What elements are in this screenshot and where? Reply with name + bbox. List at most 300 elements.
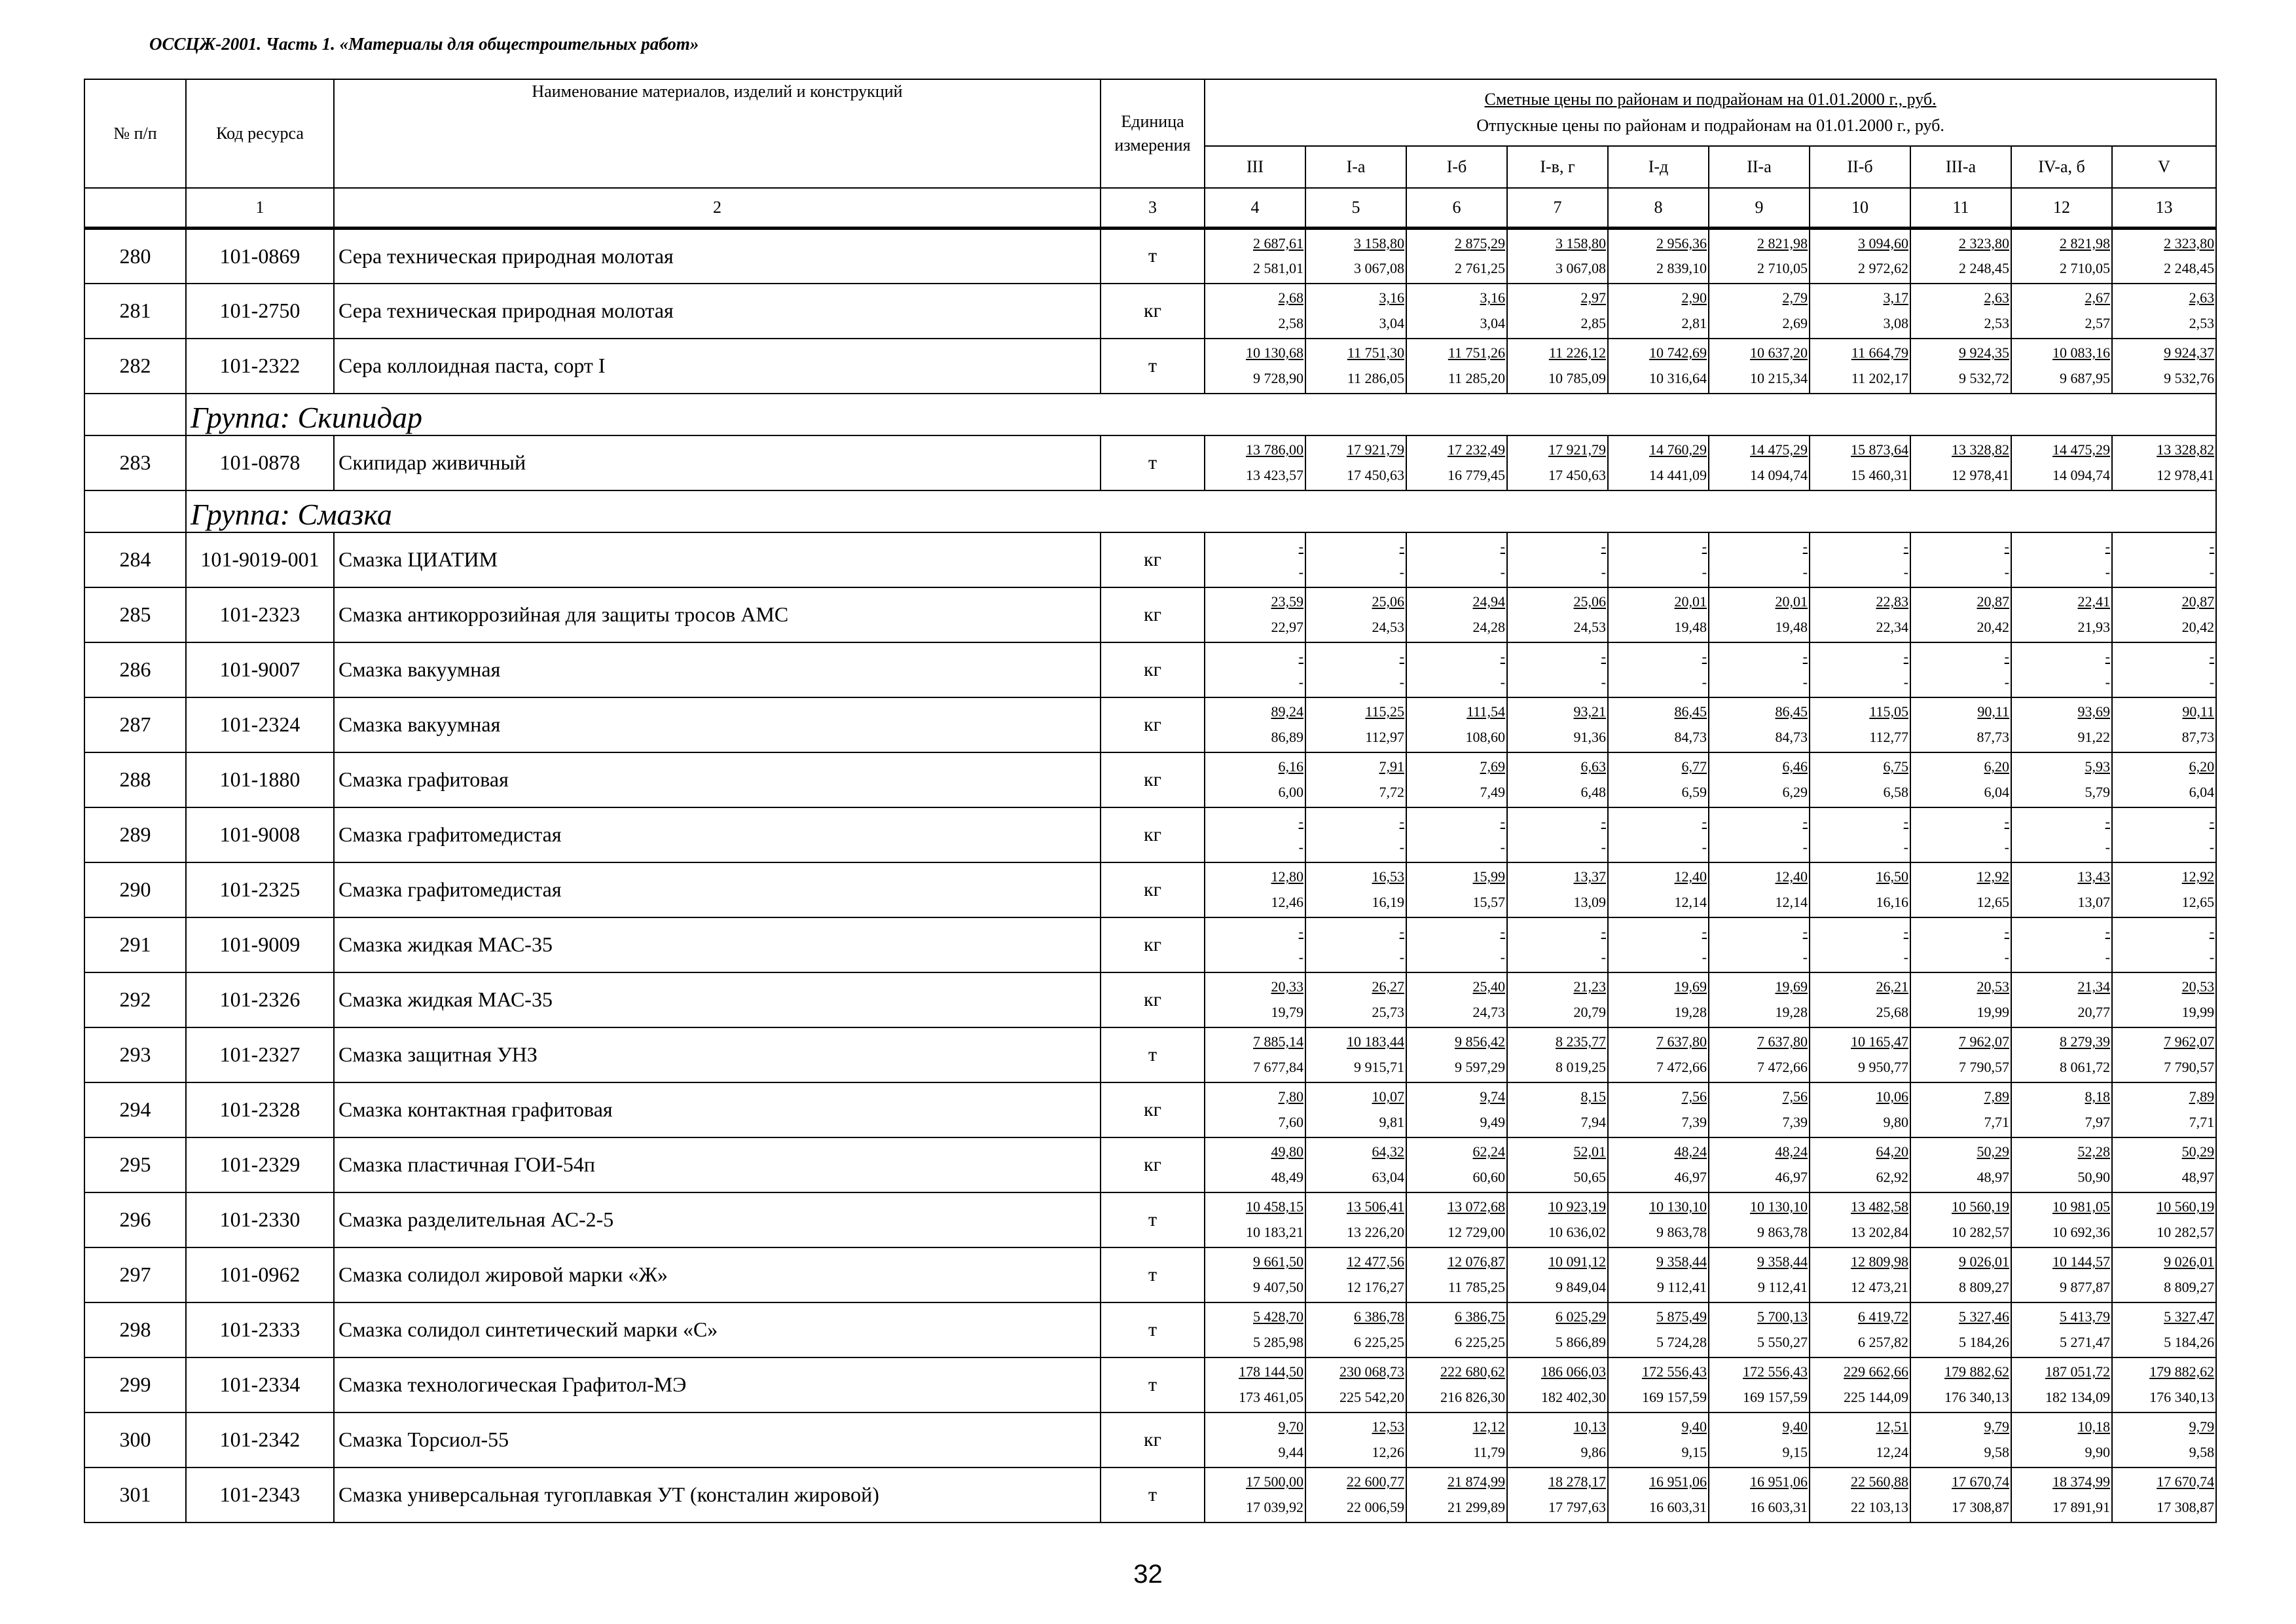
unit-of-measure: кг	[1101, 972, 1205, 1027]
price-cell	[1507, 642, 1608, 697]
release-price: 9 112,41	[1656, 1278, 1707, 1295]
estimate-price: 9 026,01	[2164, 1253, 2215, 1270]
estimate-price: 93,69	[2077, 703, 2110, 720]
price-cell	[1205, 1247, 1305, 1302]
price-cell	[2112, 917, 2216, 972]
region-header: IV-а, б	[2011, 146, 2112, 188]
release-price: -	[1903, 838, 1908, 855]
release-price: -	[1399, 673, 1404, 690]
release-price: 8 809,27	[2164, 1278, 2215, 1295]
release-price: 8 019,25	[1556, 1058, 1606, 1075]
price-cell	[2011, 1247, 2112, 1302]
row-index: 286	[84, 642, 186, 697]
price-cell	[1810, 1302, 1910, 1357]
material-name: Смазка графитомедистая	[334, 862, 1101, 917]
release-price: 16,19	[1372, 893, 1404, 910]
release-price: 15 460,31	[1851, 466, 1908, 483]
price-cell	[1305, 1302, 1406, 1357]
estimate-price: 7,56	[1681, 1088, 1707, 1105]
release-price: 9,49	[1480, 1113, 1505, 1130]
estimate-price: 7 962,07	[2164, 1033, 2215, 1050]
resource-code: 101-2333	[186, 1302, 334, 1357]
release-price: 24,73	[1472, 1003, 1505, 1020]
estimate-price: -	[2209, 813, 2215, 830]
release-price: 6 225,25	[1354, 1333, 1404, 1350]
estimate-price: 10 560,19	[2157, 1198, 2215, 1215]
estimate-price: -	[2209, 648, 2215, 665]
price-cell	[1810, 587, 1910, 642]
release-price: 7,39	[1782, 1113, 1808, 1130]
estimate-price: 2,79	[1782, 289, 1808, 306]
release-price: 91,22	[2077, 728, 2110, 745]
estimate-price: 52,28	[2077, 1143, 2110, 1160]
estimate-price: 10 183,44	[1347, 1033, 1404, 1050]
resource-code: 101-9008	[186, 807, 334, 862]
price-cell	[1910, 1357, 2011, 1412]
table-row	[84, 587, 2216, 642]
estimate-price: 9 924,37	[2164, 344, 2215, 361]
price-cell	[1709, 752, 1810, 807]
table-row	[84, 1082, 2216, 1137]
estimate-price: 9 358,44	[1656, 1253, 1707, 1270]
price-cell	[1709, 587, 1810, 642]
release-price: 15,57	[1472, 893, 1505, 910]
price-cell	[1810, 229, 1910, 284]
release-price: 2 839,10	[1656, 260, 1707, 277]
price-cell	[1305, 917, 1406, 972]
estimate-price: 9,74	[1480, 1088, 1505, 1105]
release-price: -	[1802, 563, 1808, 580]
table-row	[84, 1467, 2216, 1522]
release-price: 21,93	[2077, 618, 2110, 635]
resource-code: 101-2323	[186, 587, 334, 642]
estimate-price: -	[2004, 813, 2009, 830]
group-row	[84, 490, 2216, 532]
release-price: 87,73	[2181, 728, 2215, 745]
price-cell	[1507, 752, 1608, 807]
estimate-price: 222 680,62	[1440, 1363, 1505, 1380]
release-price: 10 692,36	[2052, 1223, 2110, 1240]
estimate-price: 7,89	[2189, 1088, 2215, 1105]
price-cell	[1406, 1467, 1507, 1522]
release-price: 2,53	[1984, 314, 2009, 331]
unit-of-measure: т	[1101, 435, 1205, 490]
table-row	[84, 1137, 2216, 1192]
unit-of-measure: кг	[1101, 1412, 1205, 1467]
release-price: 11 286,05	[1347, 369, 1404, 386]
price-cell	[1910, 697, 2011, 752]
price-cell	[1608, 532, 1709, 587]
price-cell	[1305, 1247, 1406, 1302]
resource-code: 101-2329	[186, 1137, 334, 1192]
estimate-price: 9,70	[1278, 1418, 1303, 1435]
estimate-price: -	[1601, 538, 1606, 555]
release-price: -	[1702, 838, 1707, 855]
release-price: 9,44	[1278, 1443, 1303, 1460]
price-cell	[1608, 1302, 1709, 1357]
estimate-price: 22,41	[2077, 593, 2110, 610]
price-cell	[1507, 1357, 1608, 1412]
price-cell	[1406, 1302, 1507, 1357]
table-row	[84, 807, 2216, 862]
price-cell	[1810, 435, 1910, 490]
row-index: 291	[84, 917, 186, 972]
price-cell	[1910, 435, 2011, 490]
release-price: 176 340,13	[2149, 1388, 2215, 1405]
price-cell	[1810, 532, 1910, 587]
release-price: 10 316,64	[1649, 369, 1707, 386]
estimate-price: 10 144,57	[2052, 1253, 2110, 1270]
estimate-price: 3,16	[1480, 289, 1505, 306]
release-price: 173 461,05	[1239, 1388, 1303, 1405]
estimate-price: -	[1500, 923, 1505, 940]
price-cell	[2112, 339, 2216, 394]
price-cell	[1507, 1247, 1608, 1302]
estimate-price: 20,87	[1977, 593, 2009, 610]
estimate-price: 21,34	[2077, 978, 2110, 995]
release-price: 2,58	[1278, 314, 1303, 331]
unit-of-measure: кг	[1101, 697, 1205, 752]
price-cell	[1810, 697, 1910, 752]
release-price: 25,68	[1876, 1003, 1908, 1020]
price-cell	[2011, 972, 2112, 1027]
price-cell	[1305, 1192, 1406, 1247]
estimate-price: 11 226,12	[1548, 344, 1606, 361]
release-price: 10 785,09	[1548, 369, 1606, 386]
price-cell	[1305, 1467, 1406, 1522]
estimate-price: 86,45	[1674, 703, 1707, 720]
resource-code: 101-2322	[186, 339, 334, 394]
estimate-price: 10 637,20	[1750, 344, 1808, 361]
estimate-price: -	[1802, 923, 1808, 940]
estimate-price: 25,40	[1472, 978, 1505, 995]
estimate-price: 2,63	[1984, 289, 2009, 306]
estimate-price: -	[1601, 923, 1606, 940]
table-row	[84, 1302, 2216, 1357]
estimate-price: 10 130,10	[1750, 1198, 1808, 1215]
material-name: Смазка антикоррозийная для защиты тросов АМС	[334, 587, 1101, 642]
price-cell	[1507, 1137, 1608, 1192]
column-number: 8	[1608, 188, 1709, 229]
price-cell	[1507, 284, 1608, 339]
price-cell	[1205, 587, 1305, 642]
resource-code: 101-9019-001	[186, 532, 334, 587]
release-price: 20,79	[1573, 1003, 1606, 1020]
unit-of-measure: кг	[1101, 917, 1205, 972]
release-price: 9 687,95	[2060, 369, 2110, 386]
row-index: 288	[84, 752, 186, 807]
material-name: Смазка универсальная тугоплавкая УТ (консталин жировой)	[334, 1467, 1101, 1522]
release-price: -	[1601, 948, 1606, 965]
estimate-price: 52,01	[1573, 1143, 1606, 1160]
estimate-price: 179 882,62	[1944, 1363, 2009, 1380]
header-code: Код ресурса	[186, 79, 334, 188]
estimate-price: 13,37	[1573, 868, 1606, 885]
estimate-price: 6,16	[1278, 758, 1303, 775]
release-price: 17 308,87	[2157, 1498, 2215, 1515]
price-cell	[1910, 642, 2011, 697]
price-cell	[2011, 229, 2112, 284]
price-cell	[2112, 229, 2216, 284]
price-cell	[1910, 284, 2011, 339]
row-index: 290	[84, 862, 186, 917]
release-price: 9 863,78	[1757, 1223, 1808, 1240]
price-cell	[1910, 229, 2011, 284]
unit-of-measure: кг	[1101, 1137, 1205, 1192]
price-cell	[2112, 807, 2216, 862]
material-name: Смазка ЦИАТИМ	[334, 532, 1101, 587]
price-cell	[2112, 587, 2216, 642]
unit-of-measure: т	[1101, 229, 1205, 284]
price-cell	[1205, 642, 1305, 697]
price-cell	[1810, 1137, 1910, 1192]
column-number: 6	[1406, 188, 1507, 229]
estimate-price: 6,20	[1984, 758, 2009, 775]
column-number: 10	[1810, 188, 1910, 229]
price-cell	[2011, 1027, 2112, 1082]
estimate-price: 9 661,50	[1253, 1253, 1303, 1270]
release-price: 16,16	[1876, 893, 1908, 910]
price-cell	[2112, 1192, 2216, 1247]
estimate-price: -	[1903, 538, 1908, 555]
row-index: 300	[84, 1412, 186, 1467]
estimate-price: 10,06	[1876, 1088, 1908, 1105]
price-cell	[1810, 1027, 1910, 1082]
release-price: 2 710,05	[2060, 260, 2110, 277]
release-price: 5 550,27	[1757, 1333, 1808, 1350]
estimate-price: -	[1399, 538, 1404, 555]
release-price: 9 532,76	[2164, 369, 2215, 386]
release-price: 9 849,04	[1556, 1278, 1606, 1295]
estimate-price: 2 821,98	[1757, 235, 1808, 252]
release-price: 87,73	[1977, 728, 2009, 745]
price-cell	[1608, 284, 1709, 339]
price-cell	[1205, 697, 1305, 752]
price-cell	[1608, 1357, 1709, 1412]
release-price: 7 790,57	[2164, 1058, 2215, 1075]
release-price: 14 441,09	[1649, 466, 1707, 483]
price-cell	[2112, 862, 2216, 917]
estimate-price: 12,40	[1674, 868, 1707, 885]
price-cell	[1608, 862, 1709, 917]
column-number-blank	[84, 188, 186, 229]
unit-of-measure: кг	[1101, 862, 1205, 917]
price-cell	[1205, 972, 1305, 1027]
price-cell	[1507, 532, 1608, 587]
row-index: 284	[84, 532, 186, 587]
price-cell	[1810, 917, 1910, 972]
estimate-price: 9 358,44	[1757, 1253, 1808, 1270]
release-price: -	[1702, 563, 1707, 580]
estimate-price: -	[2004, 648, 2009, 665]
table-row	[84, 862, 2216, 917]
release-price: 22 006,59	[1347, 1498, 1404, 1515]
price-cell	[1305, 807, 1406, 862]
resource-code: 101-2750	[186, 284, 334, 339]
release-price: 12,26	[1372, 1443, 1404, 1460]
estimate-price: 7,89	[1984, 1088, 2009, 1105]
estimate-price: 15,99	[1472, 868, 1505, 885]
column-number: 13	[2112, 188, 2216, 229]
price-cell	[2011, 1412, 2112, 1467]
estimate-price: 7,80	[1278, 1088, 1303, 1105]
release-price: 6,58	[1883, 783, 1908, 800]
row-index: 282	[84, 339, 186, 394]
row-index: 293	[84, 1027, 186, 1082]
estimate-price: -	[1601, 813, 1606, 830]
price-cell	[1810, 1192, 1910, 1247]
table-row	[84, 1357, 2216, 1412]
estimate-price: 10,07	[1372, 1088, 1404, 1105]
release-price: 2 761,25	[1455, 260, 1505, 277]
release-price: 48,49	[1271, 1168, 1303, 1185]
price-cell	[1205, 229, 1305, 284]
price-cell	[1810, 642, 1910, 697]
price-cell	[1305, 229, 1406, 284]
release-price: -	[1500, 838, 1505, 855]
release-price: 84,73	[1775, 728, 1808, 745]
estimate-price: 50,29	[1977, 1143, 2009, 1160]
price-cell	[2011, 1302, 2112, 1357]
estimate-price: -	[2004, 923, 2009, 940]
estimate-price: 12,40	[1775, 868, 1808, 885]
estimate-price: 10 130,68	[1246, 344, 1303, 361]
release-price: 19,28	[1674, 1003, 1707, 1020]
unit-of-measure: т	[1101, 1357, 1205, 1412]
price-cell	[1709, 1357, 1810, 1412]
release-price: 6 225,25	[1455, 1333, 1505, 1350]
price-cell	[1205, 1082, 1305, 1137]
row-index: 294	[84, 1082, 186, 1137]
price-cell	[2011, 339, 2112, 394]
price-cell	[1810, 1247, 1910, 1302]
estimate-price: 48,24	[1674, 1143, 1707, 1160]
release-price: -	[2004, 673, 2009, 690]
release-price: 6,48	[1580, 783, 1606, 800]
price-cell	[1406, 1027, 1507, 1082]
estimate-price: 18 374,99	[2052, 1473, 2110, 1490]
row-index: 295	[84, 1137, 186, 1192]
release-price: 9,80	[1883, 1113, 1908, 1130]
group-title: Группа: Смазка	[186, 490, 2216, 532]
release-price: 7,39	[1681, 1113, 1707, 1130]
release-price: 50,90	[2077, 1168, 2110, 1185]
release-price: -	[1399, 838, 1404, 855]
release-price: 7,72	[1379, 783, 1404, 800]
price-cell	[1608, 1082, 1709, 1137]
estimate-price: 9,40	[1681, 1418, 1707, 1435]
price-cell	[1608, 1247, 1709, 1302]
price-cell	[2011, 752, 2112, 807]
estimate-price: 12,92	[1977, 868, 2009, 885]
release-price: 19,48	[1775, 618, 1808, 635]
release-price: -	[1802, 838, 1808, 855]
material-name: Смазка Торсиол-55	[334, 1412, 1101, 1467]
release-price: -	[1298, 563, 1303, 580]
estimate-price: -	[1500, 648, 1505, 665]
estimate-price: 22 560,88	[1851, 1473, 1908, 1490]
release-price: -	[1500, 673, 1505, 690]
release-price: 13 202,84	[1851, 1223, 1908, 1240]
column-number: 11	[1910, 188, 2011, 229]
release-price: 5 184,26	[1959, 1333, 2009, 1350]
release-price: 12,65	[1977, 893, 2009, 910]
price-cell	[1810, 1357, 1910, 1412]
price-cell	[1507, 1082, 1608, 1137]
unit-of-measure: т	[1101, 1247, 1205, 1302]
release-price: 2,81	[1681, 314, 1707, 331]
release-price: 169 157,59	[1743, 1388, 1808, 1405]
release-price: 108,60	[1465, 728, 1505, 745]
estimate-price: 172 556,43	[1642, 1363, 1707, 1380]
release-price: -	[1702, 948, 1707, 965]
estimate-price: 16,50	[1876, 868, 1908, 885]
price-cell	[1709, 1247, 1810, 1302]
unit-of-measure: кг	[1101, 284, 1205, 339]
price-cell	[1205, 752, 1305, 807]
column-number: 2	[334, 188, 1101, 229]
table-row	[84, 697, 2216, 752]
price-cell	[1810, 862, 1910, 917]
price-cell	[1305, 1412, 1406, 1467]
price-cell	[1910, 1137, 2011, 1192]
estimate-price: 2 687,61	[1253, 235, 1303, 252]
estimate-price: 7,91	[1379, 758, 1404, 775]
release-price: 48,97	[1977, 1168, 2009, 1185]
release-price: 24,53	[1372, 618, 1404, 635]
estimate-price: 10,13	[1573, 1418, 1606, 1435]
estimate-price: -	[1500, 538, 1505, 555]
release-price: 9 877,87	[2060, 1278, 2110, 1295]
price-cell	[1406, 807, 1507, 862]
release-price: 216 826,30	[1440, 1388, 1505, 1405]
release-price: 17 039,92	[1246, 1498, 1303, 1515]
price-cell	[2112, 697, 2216, 752]
column-number: 1	[186, 188, 334, 229]
estimate-price: 86,45	[1775, 703, 1808, 720]
release-price: 17 450,63	[1347, 466, 1404, 483]
row-index: 289	[84, 807, 186, 862]
release-price: 6 257,82	[1858, 1333, 1908, 1350]
material-name: Смазка жидкая МАС-35	[334, 972, 1101, 1027]
price-cell	[1406, 229, 1507, 284]
table-row	[84, 917, 2216, 972]
price-cell	[1910, 1247, 2011, 1302]
estimate-price: 229 662,66	[1844, 1363, 1908, 1380]
release-price: 17 308,87	[1952, 1498, 2009, 1515]
release-price: 3,04	[1480, 314, 1505, 331]
estimate-price: 172 556,43	[1743, 1363, 1808, 1380]
release-price: 13 226,20	[1347, 1223, 1404, 1240]
table-body	[84, 229, 2216, 1522]
price-cell	[1608, 1192, 1709, 1247]
table-row	[84, 752, 2216, 807]
price-cell	[1910, 1302, 2011, 1357]
release-price: 9,81	[1379, 1113, 1404, 1130]
price-cell	[1205, 1412, 1305, 1467]
material-name: Сера коллоидная паста, сорт I	[334, 339, 1101, 394]
release-price: 6,04	[1984, 783, 2009, 800]
estimate-price: 20,53	[1977, 978, 2009, 995]
material-name: Смазка разделительная АС-2-5	[334, 1192, 1101, 1247]
table-row	[84, 435, 2216, 490]
release-price: -	[1903, 563, 1908, 580]
release-price: 20,42	[1977, 618, 2009, 635]
estimate-price: 10 981,05	[2052, 1198, 2110, 1215]
price-cell	[2011, 917, 2112, 972]
release-price: 25,73	[1372, 1003, 1404, 1020]
release-price: 46,97	[1674, 1168, 1707, 1185]
